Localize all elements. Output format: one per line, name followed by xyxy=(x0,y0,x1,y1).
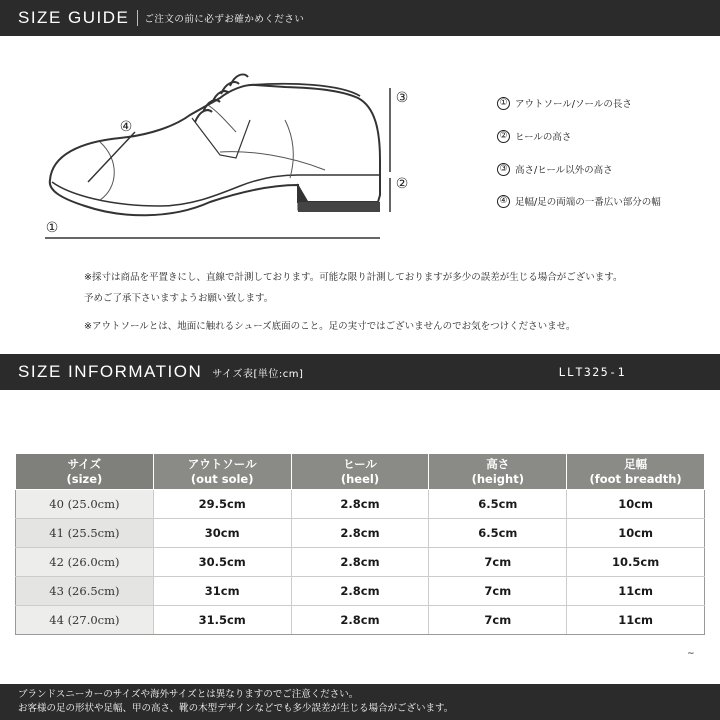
cell-size: 43 (26.5cm) xyxy=(16,577,154,606)
marker-1 xyxy=(46,220,59,236)
tilde-mark: ~ xyxy=(687,649,695,659)
header-outsole: アウトソール (out sole) xyxy=(153,454,291,490)
cell-size: 42 (26.0cm) xyxy=(16,548,154,577)
cell-height: 7cm xyxy=(429,577,567,606)
legend-number: ① xyxy=(497,97,510,110)
marker-number: ② xyxy=(395,176,409,192)
title-divider xyxy=(137,10,138,26)
size-table-unit: サイズ表[単位:cm] xyxy=(212,368,304,380)
cell-heel: 2.8cm xyxy=(291,490,429,519)
note-outsole: ※アウトソールとは、地面に触れるシューズ底面のこと。足の実寸ではございませんのでお気をつけくださいませ。 xyxy=(84,321,576,332)
cell-height: 7cm xyxy=(429,548,567,577)
legend-item-height xyxy=(497,162,613,176)
legend-item-heel xyxy=(497,129,571,143)
toe-cap-line xyxy=(100,142,114,200)
header-foot-breadth: 足幅 (foot breadth) xyxy=(567,454,705,490)
cell-foot-breadth: 10.5cm xyxy=(567,548,705,577)
cell-foot-breadth: 10cm xyxy=(567,519,705,548)
cell-foot-breadth: 11cm xyxy=(567,577,705,606)
cell-size: 44 (27.0cm) xyxy=(16,606,154,635)
legend-item-foot-breadth xyxy=(497,194,661,208)
legend-text: 足幅/足の両端の一番広い部分の幅 xyxy=(515,197,661,208)
marker-number: ① xyxy=(45,220,59,236)
footer-notice xyxy=(0,684,720,720)
laces xyxy=(195,74,248,122)
cell-heel: 2.8cm xyxy=(291,519,429,548)
legend-number: ④ xyxy=(497,195,510,208)
cell-outsole: 30cm xyxy=(153,519,291,548)
legend-text: 高さ/ヒール以外の高さ xyxy=(515,165,613,176)
cell-outsole: 31cm xyxy=(153,577,291,606)
size-information-header xyxy=(0,354,720,390)
marker-number: ④ xyxy=(119,119,133,135)
cell-outsole: 29.5cm xyxy=(153,490,291,519)
footer-line-2: お客様の足の形状や足幅、甲の高さ、靴の木型デザインなどでも多少誤差が生じる場合がございます。 xyxy=(18,703,454,714)
cell-size: 40 (25.0cm) xyxy=(16,490,154,519)
cell-foot-breadth: 11cm xyxy=(567,606,705,635)
marker-4 xyxy=(120,119,133,135)
table-row xyxy=(16,577,705,606)
note-measurement: ※採寸は商品を平置きにし、直線で計測しております。可能な限り計測しておりますが多少の誤差が生じる場合がございます。 xyxy=(84,272,623,283)
heel xyxy=(298,202,380,212)
marker-3 xyxy=(396,90,409,106)
cell-heel: 2.8cm xyxy=(291,606,429,635)
note-apology: 予めご了承下さいますようお願い致します。 xyxy=(84,293,274,304)
size-guide-header xyxy=(0,0,720,36)
header-height: 高さ (height) xyxy=(429,454,567,490)
legend-text: ヒールの高さ xyxy=(515,132,572,143)
cell-outsole: 31.5cm xyxy=(153,606,291,635)
cell-height: 6.5cm xyxy=(429,490,567,519)
table-header-row xyxy=(16,454,705,490)
cell-height: 7cm xyxy=(429,606,567,635)
legend-text: アウトソール/ソールの長さ xyxy=(515,99,632,110)
table-row xyxy=(16,548,705,577)
shoe-diagram xyxy=(40,60,420,250)
cell-height: 6.5cm xyxy=(429,519,567,548)
table-row xyxy=(16,519,705,548)
marker-number: ③ xyxy=(395,90,409,106)
marker-2 xyxy=(396,176,409,192)
size-information-title: SIZE INFORMATION xyxy=(18,362,203,381)
cell-size: 41 (25.5cm) xyxy=(16,519,154,548)
legend-number: ③ xyxy=(497,163,510,176)
cell-heel: 2.8cm xyxy=(291,548,429,577)
legend-number: ② xyxy=(497,130,510,143)
header-heel: ヒール (heel) xyxy=(291,454,429,490)
header-size: サイズ (size) xyxy=(16,454,154,490)
legend-item-outsole xyxy=(497,96,632,110)
tongue xyxy=(208,105,236,132)
size-guide-subtitle: ご注文の前に必ずお確かめください xyxy=(144,14,305,25)
product-code: LLT325-1 xyxy=(558,365,626,379)
cell-heel: 2.8cm xyxy=(291,577,429,606)
table-row xyxy=(16,606,705,635)
size-table xyxy=(15,453,705,635)
size-guide-title: SIZE GUIDE xyxy=(18,8,130,27)
quarter-seam xyxy=(220,120,325,178)
footer-line-1: ブランドスニーカーのサイズや海外サイズとは異なりますのでご注意ください。 xyxy=(18,689,359,700)
table-row xyxy=(16,490,705,519)
cell-outsole: 30.5cm xyxy=(153,548,291,577)
cell-foot-breadth: 10cm xyxy=(567,490,705,519)
